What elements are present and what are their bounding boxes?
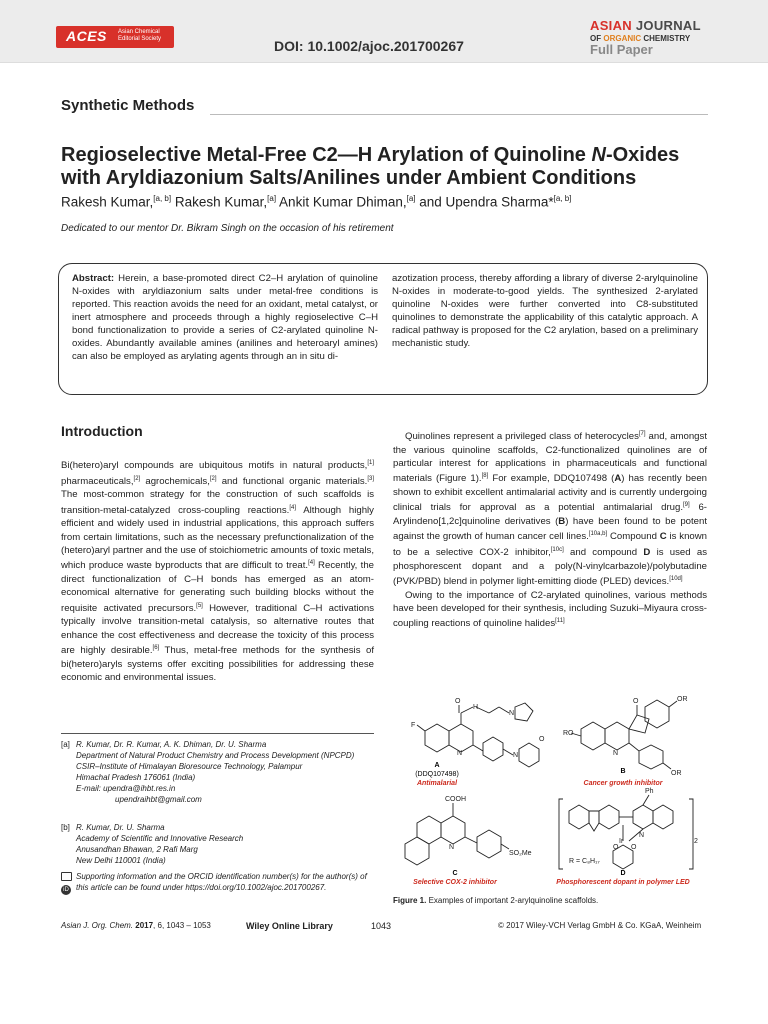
text-run: ) has recently been shown to exhibit excellent antimalarial activity and is currently undergoing clinical trials for approval as a potential antimalarial drug. [393, 473, 708, 514]
quinoline-ring-d2 [653, 805, 673, 829]
atom-label-Ir: Ir [619, 838, 624, 845]
author-2-affil: [a] [267, 194, 277, 203]
ring-a1 [425, 724, 449, 752]
atom-label-N: N [639, 832, 645, 839]
dedication: Dedicated to our mentor Dr. Bikram Singh on the occasion of his retirement [61, 223, 394, 234]
text-run: Recently, the direct functionalization of C–H bonds has emerged as an atom-economical alternative for generating such building blocks without the requisite activated precursors. [61, 560, 374, 614]
affiliation-names: R. Kumar, Dr. R. Kumar, A. K. Dhiman, Dr. U. Sharma [76, 740, 267, 749]
citation-ref[interactable]: [10d] [669, 576, 683, 582]
bond [461, 707, 473, 713]
compound-role-C: Selective COX-2 inhibitor [413, 879, 497, 886]
journal-logo [590, 18, 710, 56]
orcid-icon: iD [61, 885, 71, 895]
phenyl-ring-a [483, 737, 503, 761]
figure-caption-text: Examples of important 2-arylquinoline scaffolds. [426, 896, 599, 905]
section-label: Synthetic Methods [61, 97, 195, 114]
aces-logo [56, 26, 174, 48]
citation-ref[interactable]: [2] [209, 475, 217, 482]
text-run: Although highly efficient and widely used in industrial applications, this approach suffers from certain limitations, such as the necessary prefunctionalization of the (hetero)aryl partner and the use of stoichiometric amounts of toxic metals, which produce waste byproducts that are difficult to treat. [61, 504, 375, 572]
author-2[interactable]: Rakesh Kumar, [171, 194, 268, 210]
text-run: Quinolines represent a privileged class of heterocycles [405, 431, 639, 443]
atom-label-F: F [411, 722, 416, 729]
bond [489, 707, 499, 713]
bond [499, 707, 509, 713]
journal-organic: ORGANIC [603, 34, 642, 43]
atom-label-N: N [449, 844, 455, 851]
text-run: For example, DDQ107498 ( [488, 473, 615, 485]
aces-logo-text: ACES [66, 28, 107, 44]
author-1[interactable]: Rakesh Kumar, [61, 194, 154, 210]
journal-name-journal: JOURNAL [635, 18, 701, 33]
wiley-online-library-link[interactable]: Wiley Online Library [246, 921, 333, 931]
section-rule [210, 114, 708, 115]
atom-label-OR: OR [671, 770, 682, 777]
citation-ref[interactable]: [7] [638, 431, 646, 437]
text-run: Bi(hetero)aryl compounds are ubiquitous motifs in natural products, [61, 460, 368, 472]
text-run: ) have been found to be potent against the growth of human cancer cell lines. [393, 516, 707, 543]
affiliation-line: Anusandhan Bhawan, 2 Rafi Marg [76, 845, 198, 854]
text-run: Compound [607, 531, 660, 543]
citation-ref[interactable]: [11] [555, 618, 565, 625]
quinoline-ring-d1 [633, 805, 653, 829]
citation-ref[interactable]: [4] [308, 560, 315, 567]
supporting-info-note[interactable]: Supporting information and the ORCID identification number(s) for the author(s) of this article can be found under https://doi.org/10.1002/ajoc.201700267. [76, 872, 367, 892]
text-run: Thus, metal-free methods for the synthesis of bi(hetero)aryls systems offer exciting possibilities for addressing these economic and environmental issues. [61, 645, 374, 684]
bracket-right [689, 799, 693, 869]
phenyl-ring-c [477, 830, 501, 858]
morpholine-ring [519, 743, 539, 767]
doi-link[interactable]: DOI: 10.1002/ajoc.201700267 [274, 38, 464, 54]
bond [503, 749, 513, 755]
text-run: 6-Arylindeno[1,2c]quinoline derivatives ( [393, 502, 708, 527]
author-1-affil: [a, b] [153, 194, 172, 203]
affiliation-names: R. Kumar, Dr. U. Sharma [76, 823, 165, 832]
citation-ref[interactable]: [10a,b] [588, 531, 608, 538]
introduction-heading: Introduction [61, 423, 143, 439]
text-run: pharmaceuticals, [61, 475, 134, 487]
bond [473, 745, 483, 751]
text-run: Owing to the importance of C2-arylated quinolines, various methods have been developed for their synthesis, including Suzuki–Miyaura cross-coupling reactions of quinoline halides [393, 589, 707, 630]
atom-label-COOH: COOH [445, 796, 466, 803]
affiliation-rule [61, 733, 374, 734]
ring-b1 [581, 722, 605, 750]
article-title: Regioselective Metal-Free C2—H Arylation of Quinoline N-Oxides with Aryldiazonium Salts/Anilines under Ambient Conditions [61, 144, 680, 189]
compound-name-A: (DDQ107498) [415, 771, 459, 778]
affiliation-tag: [b] [61, 823, 70, 832]
abstract-text-1: Herein, a base-promoted direct C2–H arylation of quinoline N-oxides with aryldiazonium salts under metal-free conditions is reported. This reaction avoids the need for an oxidant, metal catalyst, or inert atmosphere and proceeds through a highly regioselective C–H bond functionalization to provide a series of C2-arylated quinoline N-oxides. Abundantly available amines (anilines and heteroaryl amines) can also be employed as arylating agents through an in situ di- [72, 273, 378, 362]
citation-ref[interactable]: [5] [196, 602, 203, 609]
computer-icon [61, 872, 72, 881]
footer-citation [61, 921, 211, 930]
citation-ref[interactable]: [2] [133, 475, 141, 482]
atom-label-SO2Me: SO₂Me [509, 850, 532, 857]
bond [501, 844, 509, 849]
journal-chemistry: CHEMISTRY [641, 34, 691, 43]
citation-ref[interactable]: [3] [367, 475, 374, 482]
abstract-column-1 [72, 272, 378, 363]
aces-logo-subtext: Asian Chemical Editorial Society [118, 29, 162, 42]
bond [465, 837, 477, 843]
bond [629, 743, 639, 751]
text-run: is known to be a selective COX-2 inhibitor, [393, 531, 708, 559]
bond [663, 763, 671, 769]
affiliation-email[interactable]: E-mail: upendra@ihbt.res.in [76, 784, 176, 793]
copyright: © 2017 Wiley-VCH Verlag GmbH & Co. KGaA, Weinheim [498, 921, 702, 930]
citation-ref[interactable]: [1] [367, 460, 374, 466]
compound-role-A: Antimalarial [416, 780, 458, 787]
atom-label-N: N [509, 710, 515, 717]
ring-c1 [417, 816, 441, 844]
journal-header-bar [0, 0, 768, 63]
affiliation-tag: [a] [61, 740, 70, 749]
citation-ref[interactable]: [8] [481, 473, 489, 480]
compound-ref: A [614, 473, 622, 485]
atom-label-OR: OR [677, 696, 688, 703]
atom-label-N: N [613, 750, 619, 757]
phenyl-ring-b [639, 745, 663, 769]
text-run: is used as phosphorescent dopant and a poly(N-vinylcarbazole)/polybutadine (PVK/PBD) blend in polymer light-emitting diode (PLED) devices. [393, 547, 707, 588]
compound-role-D: Phosphorescent dopant in polymer LED [556, 879, 690, 886]
text-run: The most-common strategy for the construction of such scaffolds is transition-metal-catalyzed cross-coupling reactions. [61, 489, 374, 516]
atom-label-O: O [633, 698, 639, 705]
footer-year: 2017 [135, 921, 154, 930]
text-run: However, traditional C–H activations typically involve transition-metal catalysis, so alternative routes that enhance the cost effectiveness and decrease the toxicity of this process are highly desirable. [61, 603, 374, 657]
atom-label-two: 2 [694, 838, 698, 845]
atom-label-O: O [631, 844, 637, 851]
atom-label-N: N [513, 752, 519, 759]
citation-ref[interactable]: [6] [152, 645, 160, 652]
footer-pages: , 6, 1043 – 1053 [153, 921, 211, 930]
text-run: agrochemicals, [140, 475, 210, 487]
author-list [61, 194, 571, 210]
atom-label-O: O [455, 698, 461, 705]
compound-label-A: A [434, 762, 440, 769]
citation-ref[interactable]: [4] [289, 504, 296, 511]
atom-label-O: O [613, 844, 619, 851]
abstract-column-2: azotization process, thereby affording a library of diverse 2-arylquinoline N-oxides in moderate-to-good yields. The synthesized 2-arylated quinoline N-oxides were further converted into C8-substituted quinolines to demonstrate the applicability of this catalytic approach. A radical pathway is proposed for the C2 arylation, based on a preliminary mechanistic study. [392, 273, 698, 349]
footer-journal: Asian J. Org. Chem. [61, 921, 136, 930]
compound-role-B: Cancer growth inhibitor [583, 780, 663, 787]
affiliation-line: Himachal Pradesh 176061 (India) [76, 773, 196, 782]
r-definition: R = C₈H₁₇ [569, 858, 600, 865]
author-4[interactable]: and Upendra Sharma* [415, 194, 554, 210]
compound-ref: C [659, 531, 667, 543]
ring-b3 [629, 715, 649, 733]
compound-ref: D [643, 547, 651, 559]
compound-ref: B [558, 516, 566, 527]
ring-b4 [645, 700, 669, 728]
affiliation-email-2[interactable]: upendraihbt@gmail.com [115, 795, 202, 804]
author-4-affil: [a, b] [553, 194, 572, 203]
affiliation-line: CSIR–Institute of Himalayan Bioresource Technology, Palampur [76, 762, 303, 771]
affiliation-line: New Delhi 110001 (India) [76, 856, 166, 865]
atom-label-Ph: Ph [645, 788, 654, 795]
pyrrolidine-ring [515, 703, 533, 721]
compound-label-B: B [620, 768, 626, 775]
bond [643, 795, 649, 805]
page-number: 1043 [371, 921, 392, 931]
figure-1-structures [393, 693, 707, 895]
atom-label-N: N [457, 750, 463, 757]
text-run: and compound [563, 547, 644, 559]
fluorene-ring-2 [599, 805, 619, 829]
compound-label-C: C [452, 870, 458, 877]
author-3[interactable]: Ankit Kumar Dhiman, [276, 194, 407, 210]
affiliation-b [61, 822, 374, 866]
journal-of: OF [590, 34, 604, 43]
bracket-left [559, 799, 563, 869]
citation-ref[interactable]: [9] [683, 502, 690, 509]
abstract-label: Abstract: [72, 273, 115, 284]
author-3-affil: [a] [406, 194, 416, 203]
ring-b2 [605, 722, 629, 750]
text-run: and, amongst the various quinoline scaffolds, C2-functionalized quinolines are of particular interest for applications in pharmaceuticals and functional materials (Figure 1). [393, 431, 707, 485]
atom-label-NH: H [473, 704, 479, 711]
figure-caption [393, 896, 598, 905]
citation-ref[interactable]: [10c] [550, 547, 564, 553]
ring-c2 [441, 816, 465, 844]
affiliation-line: Academy of Scientific and Innovative Research [76, 834, 244, 843]
fluorene-ring-5 [589, 811, 599, 831]
affiliation-line: Department of Natural Product Chemistry and Process Development (NPCPD) [76, 751, 355, 760]
intro-right-column [393, 428, 707, 631]
atom-label-RO: RO [563, 730, 574, 737]
figure-caption-label: Figure 1. [393, 896, 427, 905]
ring-c3 [405, 837, 429, 865]
atom-label-O: O [539, 736, 545, 743]
journal-name-asian: ASIAN [590, 18, 632, 33]
intro-left-column [61, 457, 374, 685]
ring-a2 [449, 724, 473, 752]
affiliation-a [61, 739, 374, 805]
compound-label-D: D [620, 870, 626, 877]
bond [417, 725, 425, 731]
bond [669, 701, 677, 707]
text-run: and functional organic materials. [216, 475, 368, 487]
paper-type: Full Paper [590, 42, 653, 57]
fluorene-ring-1 [569, 805, 589, 829]
